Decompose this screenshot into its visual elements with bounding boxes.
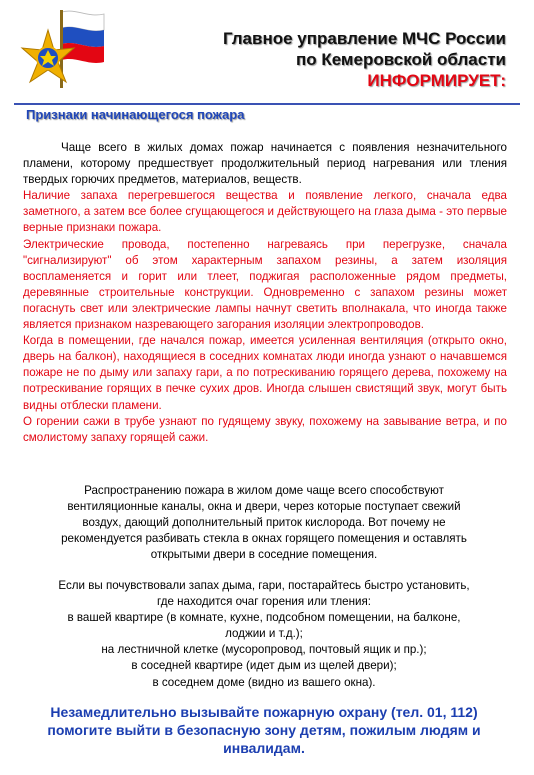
paragraph-ventilation: Когда в помещении, где начался пожар, имеется усиленная вентиляция (открыто окно, дверь на балкон), находящиеся в соседних комнатах люди иногда узнают о начавшемся пожаре не по дыму или запаху гари, а по потрескиванию горящего дерева, похожему на потрескивание горящих в печке сухих дров. Иногда слышен свистящий звук, могут быть видны отблески пламени.	[23, 334, 507, 412]
header-title: Главное управление МЧС России	[222, 29, 506, 48]
smell-line: где находится очаг горения или тления:	[157, 595, 371, 609]
header	[223, 28, 506, 91]
paragraph-smell-smoke: Наличие запаха перегревшегося вещества и появление легкого, сначала едва заметного, а затем все более сгущающегося и действующего на глаза дыма - это первые верные признаки пожара.	[23, 189, 507, 235]
call-to-action	[20, 703, 508, 757]
smell-line: в соседней квартире (идет дым из щелей двери);	[131, 659, 397, 673]
section-title: Признаки начинающегося пожара	[26, 107, 245, 122]
cta-line: инвалидам.	[223, 740, 305, 756]
header-informs: ИНФОРМИРУЕТ:	[367, 71, 506, 90]
cta-line: Незамедлительно вызывайте пожарную охрану (тел. 01, 112)	[50, 704, 478, 720]
spread-line: Распространению пожара в жилом доме чаще всего способствуют	[84, 484, 444, 497]
spread-paragraph	[20, 483, 508, 563]
spread-line: рекомендуется разбивать стекла в окнах горящего помещения и оставлять	[61, 532, 467, 546]
paragraph-chimney: О горении сажи в трубе узнают по гудящему звуку, похожему на завывание ветра, и по смолистому запаху горящей сажи.	[23, 414, 507, 444]
smell-paragraph	[20, 578, 508, 691]
smell-line: на лестничной клетке (мусоропровод, почтовый ящик и пр.);	[101, 643, 427, 657]
fire-signs-text	[23, 140, 507, 446]
paragraph-intro: Чаще всего в жилых домах пожар начинается с появления незначительного пламени, которому предшествует продолжительный период нагревания или тления твердых горючих предметов, материалов, веществ.	[23, 141, 507, 187]
smell-line: в соседнем доме (видно из вашего окна).	[152, 675, 376, 689]
header-divider	[14, 103, 520, 105]
smell-line: лоджии и т.д.);	[225, 627, 303, 641]
smell-line: в вашей квартире (в комнате, кухне, подсобном помещении, на балконе,	[67, 611, 461, 625]
paragraph-wiring: Электрические провода, постепенно нагреваясь при перегрузке, сначала "сигнализируют" об этом характерным запахом резины, а затем изоляция воспламеняется и горит или тлеет, поджигая расположенные рядом предметы, деревянные строительные конструкции. Одновременно с запахом резины может погаснуть свет или электрические лампы начнут светить вполнакала, что иногда также является признаком назревающего загорания изоляции электропроводов.	[23, 237, 507, 332]
header-subtitle: по Кемеровской области	[295, 50, 506, 69]
smell-line: Если вы почувствовали запах дыма, гари, постарайтесь быстро установить,	[58, 579, 470, 592]
spread-line: воздух, дающий дополнительный приток кислорода. Вот почему не	[82, 516, 446, 530]
emercom-emblem-icon	[18, 8, 110, 94]
spread-line: вентиляционные каналы, окна и двери, через которые поступает свежий	[67, 500, 461, 514]
spread-line: открытыми двери в соседние помещения.	[150, 548, 378, 562]
cta-line: помогите выйти в безопасную зону детям, пожилым людям и	[47, 722, 481, 738]
